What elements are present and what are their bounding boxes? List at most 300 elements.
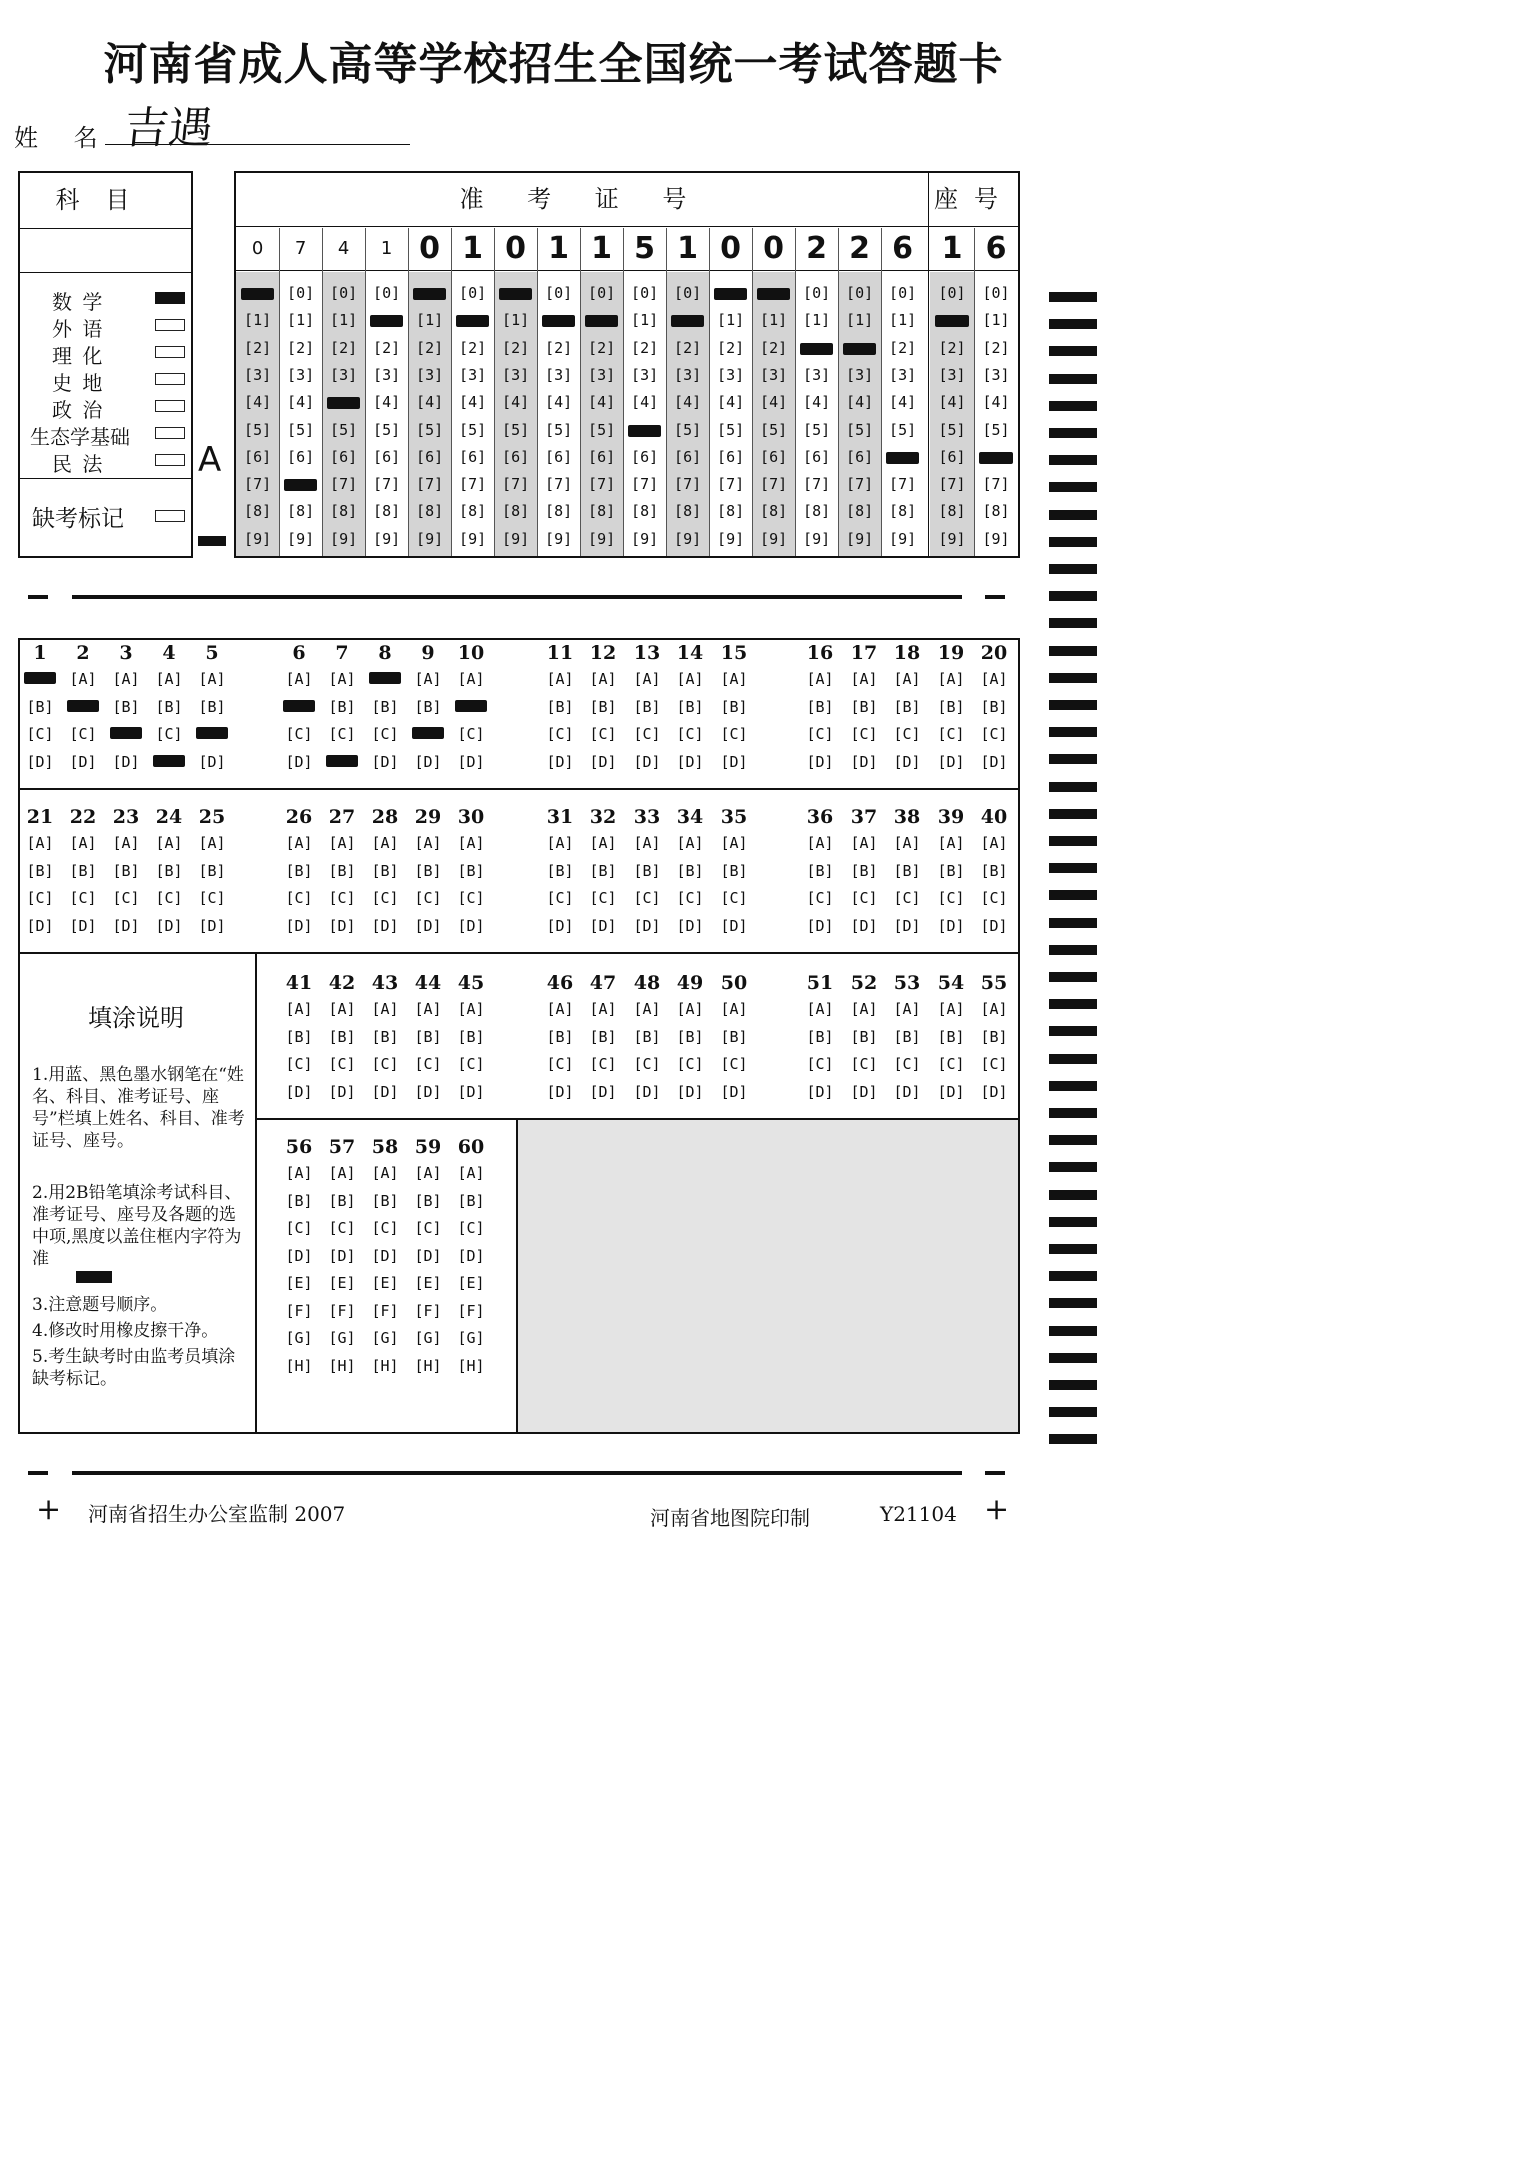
answer-bubble-d[interactable]: [D] xyxy=(457,1246,485,1265)
answer-bubble-c[interactable]: [C] xyxy=(806,889,834,907)
digit-bubble[interactable]: [3] xyxy=(803,365,831,384)
answer-bubble-h[interactable]: [H] xyxy=(457,1356,485,1375)
answer-bubble-a[interactable]: [A] xyxy=(850,834,878,852)
answer-bubble-b[interactable]: [B] xyxy=(285,1191,313,1210)
digit-bubble[interactable]: [4] xyxy=(889,393,917,412)
digit-bubble-filled[interactable] xyxy=(370,315,403,327)
answer-bubble-a[interactable]: [A] xyxy=(720,670,748,688)
digit-bubble[interactable]: [9] xyxy=(674,529,702,548)
digit-bubble[interactable]: [3] xyxy=(760,365,788,384)
digit-bubble[interactable]: [1] xyxy=(760,311,788,330)
answer-bubble-c[interactable]: [C] xyxy=(69,725,97,743)
answer-bubble-a[interactable]: [A] xyxy=(589,834,617,852)
digit-bubble[interactable]: [8] xyxy=(938,502,966,521)
answer-bubble-b[interactable]: [B] xyxy=(589,1027,617,1046)
answer-bubble-b[interactable]: [B] xyxy=(371,1191,399,1210)
answer-bubble-g[interactable]: [G] xyxy=(414,1329,442,1347)
answer-bubble-d[interactable]: [D] xyxy=(546,916,574,935)
digit-bubble[interactable]: [5] xyxy=(982,420,1010,439)
answer-bubble-c[interactable]: [C] xyxy=(806,725,834,743)
answer-bubble-a[interactable]: [A] xyxy=(198,834,226,852)
answer-bubble-d[interactable]: [D] xyxy=(589,1082,617,1101)
answer-bubble-a[interactable]: [A] xyxy=(893,834,921,852)
digit-bubble-filled[interactable] xyxy=(413,288,446,300)
digit-bubble[interactable]: [0] xyxy=(287,284,315,302)
digit-bubble[interactable]: [9] xyxy=(982,529,1010,548)
digit-bubble[interactable]: [4] xyxy=(416,393,444,412)
digit-bubble[interactable]: [9] xyxy=(373,529,401,548)
digit-bubble[interactable]: [9] xyxy=(803,529,831,548)
digit-bubble[interactable]: [6] xyxy=(459,447,487,466)
digit-bubble[interactable]: [7] xyxy=(803,475,831,494)
answer-bubble-f[interactable]: [F] xyxy=(414,1301,442,1320)
answer-bubble-a[interactable]: [A] xyxy=(328,1000,356,1018)
answer-bubble-filled[interactable] xyxy=(24,672,56,684)
answer-bubble-b[interactable]: [B] xyxy=(850,861,878,880)
digit-bubble-filled[interactable] xyxy=(284,479,317,491)
answer-bubble-b[interactable]: [B] xyxy=(371,1027,399,1046)
digit-bubble[interactable]: [7] xyxy=(846,475,874,494)
digit-bubble[interactable]: [0] xyxy=(631,284,659,302)
answer-bubble-c[interactable]: [C] xyxy=(457,1219,485,1237)
digit-bubble[interactable]: [8] xyxy=(982,502,1010,521)
answer-bubble-c[interactable]: [C] xyxy=(371,889,399,907)
answer-bubble-a[interactable]: [A] xyxy=(328,1164,356,1182)
answer-bubble-d[interactable]: [D] xyxy=(676,1082,704,1101)
answer-bubble-d[interactable]: [D] xyxy=(633,1082,661,1101)
digit-bubble[interactable]: [2] xyxy=(760,338,788,357)
answer-bubble-b[interactable]: [B] xyxy=(806,697,834,716)
answer-bubble-filled[interactable] xyxy=(455,700,487,712)
digit-bubble-filled[interactable] xyxy=(757,288,790,300)
answer-bubble-a[interactable]: [A] xyxy=(457,1164,485,1182)
answer-bubble-b[interactable]: [B] xyxy=(676,861,704,880)
answer-bubble-c[interactable]: [C] xyxy=(937,889,965,907)
answer-bubble-b[interactable]: [B] xyxy=(26,861,54,880)
digit-bubble[interactable]: [5] xyxy=(674,420,702,439)
digit-bubble-filled[interactable] xyxy=(327,397,360,409)
answer-bubble-d[interactable]: [D] xyxy=(414,1246,442,1265)
answer-bubble-b[interactable]: [B] xyxy=(155,861,183,880)
digit-bubble[interactable]: [6] xyxy=(373,447,401,466)
digit-bubble[interactable]: [0] xyxy=(938,284,966,302)
digit-bubble[interactable]: [7] xyxy=(545,475,573,494)
digit-bubble[interactable]: [8] xyxy=(631,502,659,521)
digit-bubble[interactable]: [4] xyxy=(938,393,966,412)
digit-bubble[interactable]: [5] xyxy=(416,420,444,439)
answer-bubble-filled[interactable] xyxy=(196,727,228,739)
digit-bubble[interactable]: [9] xyxy=(631,529,659,548)
answer-bubble-a[interactable]: [A] xyxy=(546,834,574,852)
answer-bubble-c[interactable]: [C] xyxy=(155,725,183,743)
answer-bubble-d[interactable]: [D] xyxy=(633,752,661,771)
digit-bubble[interactable]: [2] xyxy=(938,338,966,357)
answer-bubble-c[interactable]: [C] xyxy=(328,725,356,743)
answer-bubble-b[interactable]: [B] xyxy=(198,697,226,716)
answer-bubble-b[interactable]: [B] xyxy=(414,1191,442,1210)
answer-bubble-a[interactable]: [A] xyxy=(371,1000,399,1018)
digit-bubble[interactable]: [9] xyxy=(760,529,788,548)
subject-mark-box[interactable] xyxy=(155,346,185,358)
answer-bubble-c[interactable]: [C] xyxy=(676,889,704,907)
digit-bubble[interactable]: [6] xyxy=(330,447,358,466)
digit-bubble[interactable]: [0] xyxy=(674,284,702,302)
answer-bubble-c[interactable]: [C] xyxy=(371,1055,399,1073)
answer-bubble-filled[interactable] xyxy=(412,727,444,739)
answer-bubble-b[interactable]: [B] xyxy=(328,1191,356,1210)
digit-bubble[interactable]: [9] xyxy=(545,529,573,548)
answer-bubble-a[interactable]: [A] xyxy=(937,670,965,688)
answer-bubble-d[interactable]: [D] xyxy=(980,752,1008,771)
digit-bubble[interactable]: [5] xyxy=(846,420,874,439)
digit-bubble[interactable]: [4] xyxy=(459,393,487,412)
digit-bubble[interactable]: [0] xyxy=(373,284,401,302)
digit-bubble[interactable]: [9] xyxy=(416,529,444,548)
subject-mark-box[interactable] xyxy=(155,373,185,385)
digit-bubble[interactable]: [8] xyxy=(889,502,917,521)
answer-bubble-b[interactable]: [B] xyxy=(457,1191,485,1210)
answer-bubble-c[interactable]: [C] xyxy=(414,889,442,907)
answer-bubble-a[interactable]: [A] xyxy=(806,670,834,688)
digit-bubble-filled[interactable] xyxy=(671,315,704,327)
digit-bubble[interactable]: [6] xyxy=(502,447,530,466)
digit-bubble[interactable]: [6] xyxy=(545,447,573,466)
answer-bubble-e[interactable]: [E] xyxy=(328,1274,356,1292)
answer-bubble-b[interactable]: [B] xyxy=(633,861,661,880)
answer-bubble-d[interactable]: [D] xyxy=(893,752,921,771)
answer-bubble-d[interactable]: [D] xyxy=(328,916,356,935)
answer-bubble-h[interactable]: [H] xyxy=(328,1356,356,1375)
digit-bubble[interactable]: [4] xyxy=(545,393,573,412)
digit-bubble[interactable]: [9] xyxy=(938,529,966,548)
answer-bubble-b[interactable]: [B] xyxy=(676,697,704,716)
answer-bubble-f[interactable]: [F] xyxy=(371,1301,399,1320)
digit-bubble[interactable]: [8] xyxy=(674,502,702,521)
digit-bubble[interactable]: [5] xyxy=(373,420,401,439)
answer-bubble-b[interactable]: [B] xyxy=(285,1027,313,1046)
answer-bubble-a[interactable]: [A] xyxy=(457,834,485,852)
digit-bubble[interactable]: [6] xyxy=(760,447,788,466)
answer-bubble-d[interactable]: [D] xyxy=(285,916,313,935)
answer-bubble-d[interactable]: [D] xyxy=(285,1246,313,1265)
answer-bubble-a[interactable]: [A] xyxy=(69,834,97,852)
answer-bubble-c[interactable]: [C] xyxy=(633,889,661,907)
digit-bubble[interactable]: [9] xyxy=(287,529,315,548)
digit-bubble[interactable]: [2] xyxy=(373,338,401,357)
digit-bubble[interactable]: [5] xyxy=(287,420,315,439)
answer-bubble-d[interactable]: [D] xyxy=(26,752,54,771)
answer-bubble-g[interactable]: [G] xyxy=(328,1329,356,1347)
digit-bubble[interactable]: [7] xyxy=(416,475,444,494)
digit-bubble[interactable]: [4] xyxy=(760,393,788,412)
digit-bubble[interactable]: [5] xyxy=(459,420,487,439)
answer-bubble-a[interactable]: [A] xyxy=(112,670,140,688)
answer-bubble-b[interactable]: [B] xyxy=(112,697,140,716)
answer-bubble-b[interactable]: [B] xyxy=(893,861,921,880)
answer-bubble-a[interactable]: [A] xyxy=(457,670,485,688)
answer-bubble-c[interactable]: [C] xyxy=(893,889,921,907)
digit-bubble[interactable]: [3] xyxy=(717,365,745,384)
subject-mark-box[interactable] xyxy=(155,319,185,331)
answer-bubble-c[interactable]: [C] xyxy=(850,1055,878,1073)
answer-bubble-d[interactable]: [D] xyxy=(414,916,442,935)
answer-bubble-c[interactable]: [C] xyxy=(457,889,485,907)
digit-bubble[interactable]: [3] xyxy=(459,365,487,384)
answer-bubble-b[interactable]: [B] xyxy=(806,1027,834,1046)
answer-bubble-c[interactable]: [C] xyxy=(328,889,356,907)
answer-bubble-e[interactable]: [E] xyxy=(285,1274,313,1292)
answer-bubble-h[interactable]: [H] xyxy=(414,1356,442,1375)
answer-bubble-c[interactable]: [C] xyxy=(589,889,617,907)
answer-bubble-a[interactable]: [A] xyxy=(893,670,921,688)
answer-bubble-filled[interactable] xyxy=(110,727,142,739)
answer-bubble-a[interactable]: [A] xyxy=(806,1000,834,1018)
answer-bubble-c[interactable]: [C] xyxy=(676,725,704,743)
digit-bubble[interactable]: [9] xyxy=(717,529,745,548)
answer-bubble-b[interactable]: [B] xyxy=(414,697,442,716)
digit-bubble[interactable]: [8] xyxy=(803,502,831,521)
digit-bubble[interactable]: [2] xyxy=(244,338,272,357)
digit-bubble[interactable]: [2] xyxy=(416,338,444,357)
answer-bubble-a[interactable]: [A] xyxy=(285,834,313,852)
digit-bubble[interactable]: [8] xyxy=(330,502,358,521)
digit-bubble[interactable]: [7] xyxy=(459,475,487,494)
answer-bubble-a[interactable]: [A] xyxy=(676,670,704,688)
answer-bubble-d[interactable]: [D] xyxy=(457,916,485,935)
answer-bubble-a[interactable]: [A] xyxy=(371,1164,399,1182)
answer-bubble-d[interactable]: [D] xyxy=(69,752,97,771)
digit-bubble[interactable]: [7] xyxy=(889,475,917,494)
answer-bubble-b[interactable]: [B] xyxy=(69,861,97,880)
answer-bubble-a[interactable]: [A] xyxy=(937,834,965,852)
answer-bubble-c[interactable]: [C] xyxy=(589,1055,617,1073)
digit-bubble-filled[interactable] xyxy=(456,315,489,327)
answer-bubble-d[interactable]: [D] xyxy=(893,1082,921,1101)
digit-bubble[interactable]: [9] xyxy=(889,529,917,548)
digit-bubble[interactable]: [4] xyxy=(674,393,702,412)
digit-bubble[interactable]: [2] xyxy=(459,338,487,357)
answer-bubble-b[interactable]: [B] xyxy=(546,861,574,880)
answer-bubble-a[interactable]: [A] xyxy=(457,1000,485,1018)
digit-bubble[interactable]: [2] xyxy=(674,338,702,357)
answer-bubble-d[interactable]: [D] xyxy=(69,916,97,935)
digit-bubble[interactable]: [6] xyxy=(717,447,745,466)
answer-bubble-c[interactable]: [C] xyxy=(893,1055,921,1073)
answer-bubble-a[interactable]: [A] xyxy=(69,670,97,688)
answer-bubble-a[interactable]: [A] xyxy=(414,1164,442,1182)
answer-bubble-b[interactable]: [B] xyxy=(893,1027,921,1046)
answer-bubble-d[interactable]: [D] xyxy=(285,752,313,771)
digit-bubble[interactable]: [8] xyxy=(287,502,315,521)
digit-bubble[interactable]: [8] xyxy=(846,502,874,521)
answer-bubble-a[interactable]: [A] xyxy=(155,834,183,852)
digit-bubble[interactable]: [6] xyxy=(287,447,315,466)
answer-bubble-d[interactable]: [D] xyxy=(980,916,1008,935)
digit-bubble[interactable]: [4] xyxy=(631,393,659,412)
digit-bubble[interactable]: [2] xyxy=(982,338,1010,357)
answer-bubble-f[interactable]: [F] xyxy=(328,1301,356,1320)
answer-bubble-a[interactable]: [A] xyxy=(414,1000,442,1018)
answer-bubble-b[interactable]: [B] xyxy=(198,861,226,880)
digit-bubble[interactable]: [0] xyxy=(588,284,616,302)
digit-bubble[interactable]: [5] xyxy=(938,420,966,439)
digit-bubble[interactable]: [7] xyxy=(631,475,659,494)
answer-bubble-c[interactable]: [C] xyxy=(328,1055,356,1073)
answer-bubble-c[interactable]: [C] xyxy=(457,1055,485,1073)
answer-bubble-d[interactable]: [D] xyxy=(937,916,965,935)
answer-bubble-a[interactable]: [A] xyxy=(850,1000,878,1018)
subject-mark-box[interactable] xyxy=(155,292,185,304)
answer-bubble-b[interactable]: [B] xyxy=(633,1027,661,1046)
digit-bubble[interactable]: [4] xyxy=(588,393,616,412)
answer-bubble-d[interactable]: [D] xyxy=(546,752,574,771)
digit-bubble[interactable]: [3] xyxy=(588,365,616,384)
answer-bubble-a[interactable]: [A] xyxy=(720,834,748,852)
digit-bubble[interactable]: [2] xyxy=(545,338,573,357)
answer-bubble-d[interactable]: [D] xyxy=(893,916,921,935)
digit-bubble-filled[interactable] xyxy=(499,288,532,300)
digit-bubble[interactable]: [3] xyxy=(416,365,444,384)
answer-bubble-a[interactable]: [A] xyxy=(633,670,661,688)
answer-bubble-c[interactable]: [C] xyxy=(633,725,661,743)
digit-bubble[interactable]: [7] xyxy=(502,475,530,494)
digit-bubble[interactable]: [6] xyxy=(803,447,831,466)
digit-bubble[interactable]: [9] xyxy=(330,529,358,548)
digit-bubble-filled[interactable] xyxy=(585,315,618,327)
digit-bubble[interactable]: [1] xyxy=(803,311,831,330)
answer-bubble-b[interactable]: [B] xyxy=(850,697,878,716)
answer-bubble-b[interactable]: [B] xyxy=(633,697,661,716)
digit-bubble[interactable]: [3] xyxy=(287,365,315,384)
answer-bubble-g[interactable]: [G] xyxy=(457,1329,485,1347)
answer-bubble-c[interactable]: [C] xyxy=(414,1055,442,1073)
digit-bubble[interactable]: [0] xyxy=(459,284,487,302)
answer-bubble-e[interactable]: [E] xyxy=(414,1274,442,1292)
answer-bubble-b[interactable]: [B] xyxy=(980,1027,1008,1046)
digit-bubble[interactable]: [5] xyxy=(803,420,831,439)
digit-bubble[interactable]: [6] xyxy=(631,447,659,466)
answer-bubble-c[interactable]: [C] xyxy=(371,725,399,743)
answer-bubble-filled[interactable] xyxy=(283,700,315,712)
digit-bubble[interactable]: [3] xyxy=(631,365,659,384)
answer-bubble-c[interactable]: [C] xyxy=(937,1055,965,1073)
digit-bubble[interactable]: [9] xyxy=(588,529,616,548)
answer-bubble-a[interactable]: [A] xyxy=(806,834,834,852)
digit-bubble[interactable]: [8] xyxy=(502,502,530,521)
digit-bubble[interactable]: [3] xyxy=(502,365,530,384)
digit-bubble[interactable]: [6] xyxy=(846,447,874,466)
digit-bubble[interactable]: [6] xyxy=(938,447,966,466)
answer-bubble-d[interactable]: [D] xyxy=(806,916,834,935)
answer-bubble-d[interactable]: [D] xyxy=(589,752,617,771)
answer-bubble-c[interactable]: [C] xyxy=(589,725,617,743)
digit-bubble[interactable]: [0] xyxy=(846,284,874,302)
answer-bubble-c[interactable]: [C] xyxy=(112,889,140,907)
answer-bubble-b[interactable]: [B] xyxy=(893,697,921,716)
answer-bubble-d[interactable]: [D] xyxy=(371,752,399,771)
answer-bubble-b[interactable]: [B] xyxy=(371,861,399,880)
subject-mark-box[interactable] xyxy=(155,454,185,466)
digit-bubble[interactable]: [9] xyxy=(244,529,272,548)
answer-bubble-b[interactable]: [B] xyxy=(328,697,356,716)
answer-bubble-d[interactable]: [D] xyxy=(937,1082,965,1101)
answer-bubble-b[interactable]: [B] xyxy=(414,861,442,880)
answer-bubble-b[interactable]: [B] xyxy=(980,861,1008,880)
digit-bubble[interactable]: [4] xyxy=(717,393,745,412)
answer-bubble-c[interactable]: [C] xyxy=(285,725,313,743)
answer-bubble-a[interactable]: [A] xyxy=(328,834,356,852)
answer-bubble-a[interactable]: [A] xyxy=(937,1000,965,1018)
answer-bubble-c[interactable]: [C] xyxy=(546,889,574,907)
digit-bubble[interactable]: [2] xyxy=(287,338,315,357)
digit-bubble[interactable]: [0] xyxy=(545,284,573,302)
answer-bubble-c[interactable]: [C] xyxy=(414,1219,442,1237)
answer-bubble-a[interactable]: [A] xyxy=(720,1000,748,1018)
answer-bubble-d[interactable]: [D] xyxy=(589,916,617,935)
answer-bubble-c[interactable]: [C] xyxy=(546,725,574,743)
answer-bubble-a[interactable]: [A] xyxy=(633,1000,661,1018)
digit-bubble[interactable]: [1] xyxy=(416,311,444,330)
answer-bubble-a[interactable]: [A] xyxy=(589,1000,617,1018)
digit-bubble[interactable]: [0] xyxy=(982,284,1010,302)
digit-bubble[interactable]: [1] xyxy=(982,311,1010,330)
answer-bubble-d[interactable]: [D] xyxy=(414,1082,442,1101)
answer-bubble-b[interactable]: [B] xyxy=(546,697,574,716)
subject-mark-box[interactable] xyxy=(155,427,185,439)
answer-bubble-c[interactable]: [C] xyxy=(850,889,878,907)
answer-bubble-d[interactable]: [D] xyxy=(720,1082,748,1101)
digit-bubble-filled[interactable] xyxy=(714,288,747,300)
digit-bubble[interactable]: [5] xyxy=(717,420,745,439)
answer-bubble-c[interactable]: [C] xyxy=(850,725,878,743)
answer-bubble-c[interactable]: [C] xyxy=(546,1055,574,1073)
answer-bubble-b[interactable]: [B] xyxy=(26,697,54,716)
answer-bubble-c[interactable]: [C] xyxy=(720,889,748,907)
answer-bubble-e[interactable]: [E] xyxy=(371,1274,399,1292)
answer-bubble-d[interactable]: [D] xyxy=(285,1082,313,1101)
answer-bubble-d[interactable]: [D] xyxy=(806,752,834,771)
digit-bubble[interactable]: [8] xyxy=(244,502,272,521)
digit-bubble-filled[interactable] xyxy=(843,343,876,355)
digit-bubble[interactable]: [7] xyxy=(717,475,745,494)
answer-bubble-a[interactable]: [A] xyxy=(371,834,399,852)
answer-bubble-d[interactable]: [D] xyxy=(720,752,748,771)
digit-bubble[interactable]: [7] xyxy=(938,475,966,494)
digit-bubble-filled[interactable] xyxy=(886,452,919,464)
digit-bubble[interactable]: [5] xyxy=(545,420,573,439)
digit-bubble[interactable]: [7] xyxy=(330,475,358,494)
answer-bubble-filled[interactable] xyxy=(67,700,99,712)
digit-bubble[interactable]: [8] xyxy=(588,502,616,521)
digit-bubble[interactable]: [3] xyxy=(330,365,358,384)
digit-bubble[interactable]: [3] xyxy=(846,365,874,384)
answer-bubble-c[interactable]: [C] xyxy=(893,725,921,743)
answer-bubble-a[interactable]: [A] xyxy=(198,670,226,688)
answer-bubble-a[interactable]: [A] xyxy=(285,670,313,688)
answer-bubble-a[interactable]: [A] xyxy=(546,1000,574,1018)
digit-bubble[interactable]: [2] xyxy=(631,338,659,357)
answer-bubble-a[interactable]: [A] xyxy=(414,670,442,688)
answer-bubble-filled[interactable] xyxy=(153,755,185,767)
digit-bubble[interactable]: [3] xyxy=(938,365,966,384)
digit-bubble[interactable]: [8] xyxy=(760,502,788,521)
digit-bubble[interactable]: [5] xyxy=(330,420,358,439)
answer-bubble-c[interactable]: [C] xyxy=(285,1055,313,1073)
answer-bubble-d[interactable]: [D] xyxy=(198,916,226,935)
digit-bubble-filled[interactable] xyxy=(800,343,833,355)
answer-bubble-c[interactable]: [C] xyxy=(26,725,54,743)
answer-bubble-c[interactable]: [C] xyxy=(198,889,226,907)
